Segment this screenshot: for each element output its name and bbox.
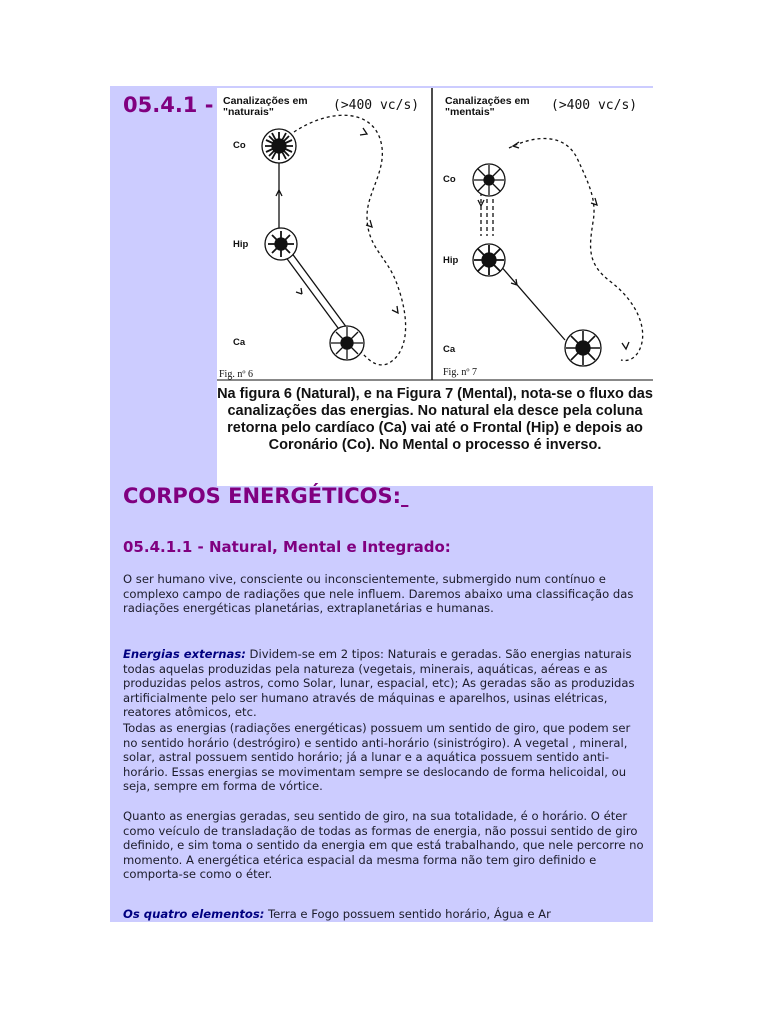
fig7-ca-chakra (565, 330, 601, 366)
fig6-node-co: Co (233, 140, 246, 151)
term-energias-externas: Energias externas: (123, 647, 246, 661)
fig7-node-co: Co (443, 174, 456, 185)
fig6-title: Canalizações em "naturais" (223, 95, 308, 118)
section-number: 05.4.1 - (123, 93, 214, 117)
fig6-arrowhead-1 (360, 128, 367, 135)
fig7-node-ca: Ca (443, 344, 456, 355)
fig6-number: Fig. nº 6 (219, 369, 253, 380)
page-title[interactable]: CORPOS ENERGÉTICOS: (123, 484, 402, 508)
paragraph-rotation: Todas as energias (radiações energéticas) possuem um sentido de giro, que podem ser no sentido horário (destrógiro) e sentido anti-horário (sinistrógiro). A vegetal , mineral, solar, astral possuem sentido horário; já a lunar e a aquática possuem sentido anti-horário. Essas energias se movimentam sempre se deslocando de forma helicoidal, ou seja, sempre em forma de vórtice. (123, 721, 631, 794)
fig7-title: Canalizações em "mentais" (445, 95, 530, 118)
fig6-arrowhead-3 (392, 306, 398, 313)
fig7-handwritten-note: (>400 vc/s) (551, 98, 638, 113)
paragraph-external-energies-text: Dividem-se em 2 tipos: Naturais e geradas. São energias naturais todas aquelas produzidas pela natureza (vegetais, minerais, aquáticas, aéreas e as produzidas pelos astros, como Solar, lunar, espacial, etc); As geradas são as produzidas artificialmente pelo ser humano através de máquinas e aparelhos, usinas elétricas, reatores atômicos, etc. (123, 647, 635, 720)
paragraph-external-energies (123, 647, 648, 720)
fig7-node-hip: Hip (443, 255, 459, 266)
paragraph-intro: O ser humano vive, consciente ou inconscientemente, submergido num contínuo e complexo campo de radiações que nele influem. Daremos abaixo uma classificação das radiações energéticas planetárias, extraplanetárias e humanas. (123, 572, 634, 616)
paragraph-four-elements-text: Terra e Fogo possuem sentido horário, Água e Ar (264, 907, 551, 921)
paragraph-four-elements (123, 907, 648, 922)
paragraph-generated-energies: Quanto as energias geradas, seu sentido de giro, na sua totalidade, é o horário. O éter como veículo de transladação de todas as formas de energia, não possui sentido de giro definido, e sim toma o sentido da energia em que está trabalhando, que nele percorre no momento. A energética etérica espacial da mesma forma não tem giro definido e comporta-se como o éter. (123, 809, 644, 882)
fig6-node-hip: Hip (233, 239, 249, 250)
figure-canalizacoes (217, 88, 653, 486)
term-quatro-elementos: Os quatro elementos: (123, 907, 265, 921)
fig7-hip-chakra (473, 244, 505, 276)
fig6-co-chakra (262, 129, 296, 163)
figure-caption: Na figura 6 (Natural), e na Figura 7 (Mental), nota-se o fluxo das canalizações das energias. No natural ela desce pela coluna retorna pelo cardíaco (Ca) vai até o Frontal (Hip) e depois ao Coronário (Co). No Mental o processo é inverso. (217, 386, 653, 453)
fig7-co-chakra (473, 164, 505, 196)
content-panel (110, 86, 653, 922)
fig6-ca-chakra (330, 326, 364, 360)
fig6-handwritten-note: (>400 vc/s) (333, 98, 420, 113)
fig6-hip-chakra (265, 228, 297, 260)
fig6-node-ca: Ca (233, 337, 246, 348)
section-subtitle: 05.4.1.1 - Natural, Mental e Integrado: (123, 538, 451, 556)
fig7-number: Fig. nº 7 (443, 367, 477, 378)
